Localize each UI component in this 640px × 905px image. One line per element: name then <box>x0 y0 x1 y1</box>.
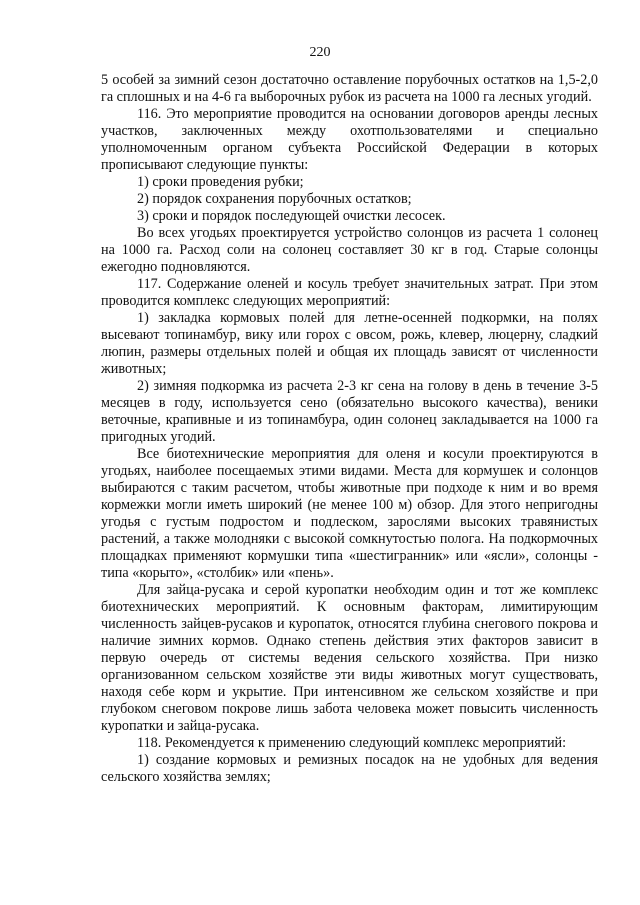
paragraph: 116. Это мероприятие проводится на основании договоров аренды лесных участков, заключенных между охотпользователями и специально уполномоченным органом субъекта Российской Федерации в которых прописывают следующие пункты: <box>101 106 598 173</box>
paragraph: Все биотехнические мероприятия для оленя и косули проектируются в угодьях, наиболее посещаемых этими видами. Места для кормушек и солонцов выбираются с таким расчетом, чтобы животные при подходе к ним и во время кормежки могли иметь широкий (не менее 100 м) обзор. Для этого непригодны угодья с густым подростом и подлеском, зарослями высоких травянистых растений, а также молодняки с высокой сомкнутостью полога. На подкормочных площадках применяют кормушки типа «шестигранник» или «ясли», солонцы - типа «корыто», «столбик» или «пень». <box>101 446 598 581</box>
list-item: 1) закладка кормовых полей для летне-осенней подкормки, на полях высевают топинамбур, вику или горох с овсом, рожь, клевер, люцерну, сладкий люпин, размеры отдельных полей и общая их площадь зависят от численности животных; <box>101 310 598 377</box>
document-body <box>101 72 598 786</box>
list-item: 2) зимняя подкормка из расчета 2-3 кг сена на голову в день в течение 3-5 месяцев в году, используется сено (обязательно высокого качества), веники веточные, крапивные и из топинамбура, один солонец закладывается на 1000 га пригодных угодий. <box>101 378 598 445</box>
paragraph: 117. Содержание оленей и косуль требует значительных затрат. При этом проводится комплекс следующих мероприятий: <box>101 276 598 309</box>
paragraph: 5 особей за зимний сезон достаточно оставление порубочных остатков на 1,5-2,0 га сплошных и на 4-6 га выборочных рубок из расчета на 1000 га лесных угодий. <box>101 72 598 105</box>
paragraph: Для зайца-русака и серой куропатки необходим один и тот же комплекс биотехнических мероприятий. К основным факторам, лимитирующим численность зайцев-русаков и куропаток, относятся глубина снегового покрова и наличие зимних кормов. Однако степень действия этих факторов зависит в первую очередь от системы ведения сельского хозяйства. При низко организованном сельском хозяйстве эти виды животных могут существовать, находя себе корм и укрытие. При интенсивном же сельском хозяйстве и при глубоком снеговом покрове лишь забота человека может повысить численность куропатки и зайца-русака. <box>101 582 598 734</box>
page-number: 220 <box>309 45 331 60</box>
list-item: 1) создание кормовых и ремизных посадок на не удобных для ведения сельского хозяйства землях; <box>101 752 598 785</box>
list-item: 1) сроки проведения рубки; <box>137 174 304 190</box>
paragraph: Во всех угодьях проектируется устройство солонцов из расчета 1 солонец на 1000 га. Расход соли на солонец составляет 30 кг в год. Старые солонцы ежегодно подновляются. <box>101 225 598 275</box>
list-item: 3) сроки и порядок последующей очистки лесосек. <box>137 208 446 224</box>
list-item: 2) порядок сохранения порубочных остатков; <box>137 191 412 207</box>
paragraph: 118. Рекомендуется к применению следующий комплекс мероприятий: <box>137 735 567 751</box>
